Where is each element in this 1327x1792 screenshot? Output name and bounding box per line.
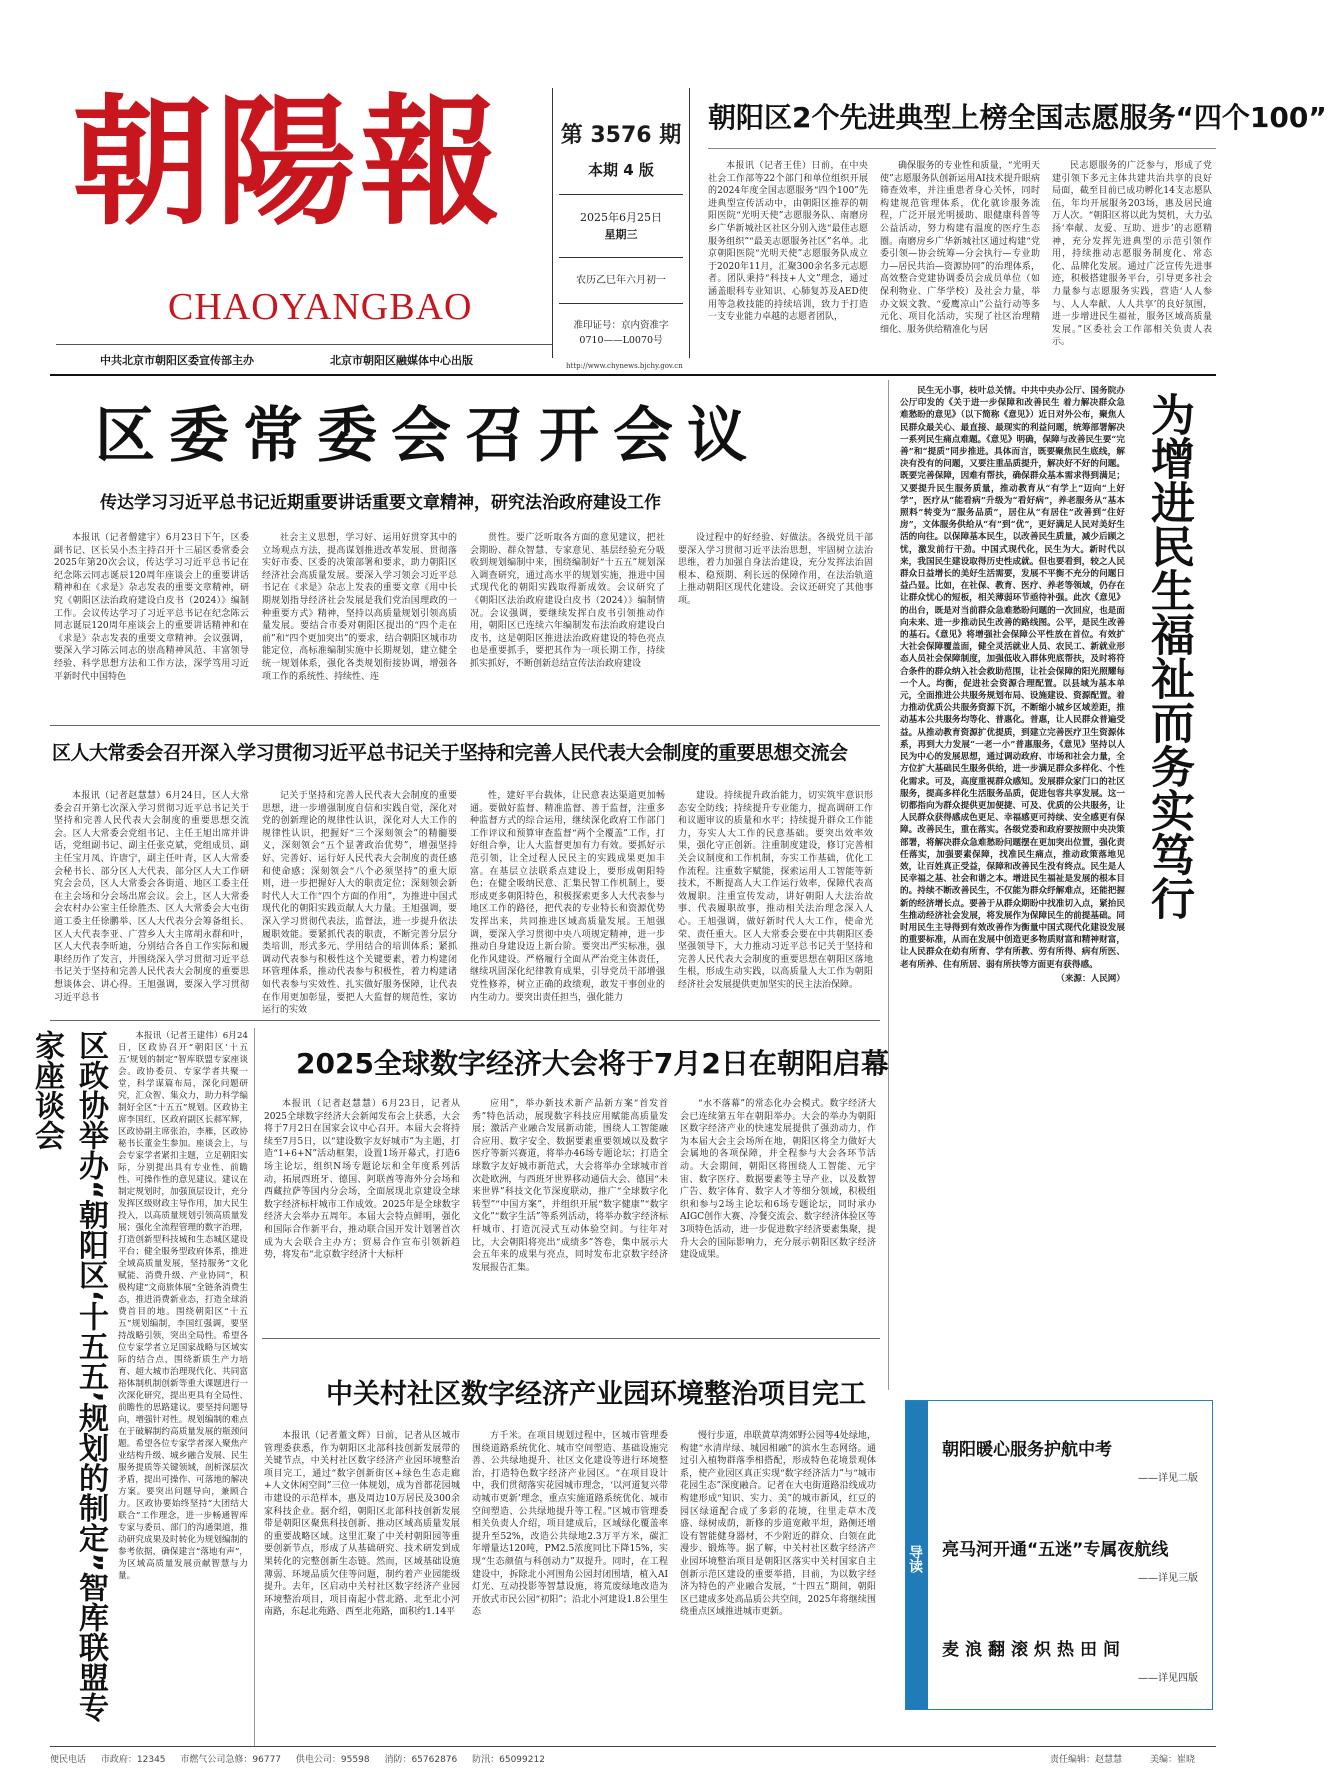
guide-item-2[interactable]: 亮马河开通“五迷”专属夜航线 (942, 1540, 1169, 1560)
sponsor-right: 北京市朝阳区融媒体中心出版 (330, 354, 473, 367)
footer-hotline-flood: 防汛：65099212 (472, 1755, 545, 1765)
digital-economy-col-2: 应用”，举办新技术新产品新方案“首发首秀”特色活动，展现数字科技应用赋能高质量发展；激活产业融合发展新动能，围绕人工智能融合应用、数字安全、数据要素重要领域以及数字医疗等新兴赛道，将举办46场专题论坛；打造全球数字友好城市新范式，大会将举办全球城市首次赴欧洲，与西班牙世界移动通信大会、德国“未来世界”科技文化节深度联动，推广“全球数字化转型”“中国方案”，并组织开展“数字健康”“数字文化”“数字生活”等系列活动，将举办数字经济标杆城市、打造沉浸式互动体验空间。与往年对比，大会朝阳将亮出“成绩多”答卷，集中展示大会五年来的成果与亮点，同时发布北京数字经济发展报告汇集。 (472, 1099, 668, 1273)
headline-col-3: 贯性。要广泛听取各方面的意见建议，把社会期盼、群众智慧、专家意见、基层经验充分吸收到规划编制中来，围绕编制好“十五五”规划深入调查研究，通过高水平的规划实施，推进中国式现代化的朝阳实践取得新成效。会议研究了《朝阳区法治政府建设白皮书（2024）》编制情况。会议强调，要继续发挥白皮书引领推动作用，朝阳区已连续六年编制发布法治政府建设白皮书，这是朝阳区推进法治政府建设的特色亮点也是重要抓手，要把其作为一项长期工作，持续抓实抓好，不断创新总结宣传法治政府建设 (470, 533, 665, 669)
zgc-col-1: 本报讯（记者董文辉）日前，记者从区城市管理委获悉，作为朝阳区北部科技创新发展带的关键节点，中关村社区数字经济产业园环境整治项目完工，通过“数字创新街区+绿色生态走廊+人文休闲空间”三位一体规划，成为首都花园城市建设的示范样本，惠及周边10万居民及300余家科技企业。据介绍，朝阳区北部科技创新发展带是朝阳区聚焦科技创新、推动区域高质量发展的重要战略区域。这里汇聚了中关村朝阳园等重要创新节点，形成了从基础研究、技术研发到成果转化的完整创新生态链。然而，区域基础设施薄弱、环境品质欠佳等问题，制约着产业园能级提升。去年，区启动中关村社区数字经济产业园环境整治项目，项目南起小营北路、北至北小河南路，东起北苑路、西至北苑路，面积约1.14平 (264, 1431, 460, 1618)
headline-col-2: 社会主义思想，学习好、运用好贯穿其中的立场观点方法，提高谋划推进改革发展、贯彻落实好市委、区委的决策部署和要求，助力朝阳区经济社会高质量发展。要深入学习领会习近平总书记在《求是》杂志上发表的重要文章《用中长期规划指导经济社会发展是我们党治国理政的一种重要方式》精神，坚持以高质量规划引领高质量发展。要结合市委对朝阳区提出的“四个走在前”和“四个更加突出”的要求，结合朝阳区城市功能定位，高标准编制实施中长期规划，建立健全统一规划体系，强化各类规划衔接协调，增强各项工作的系统性、持续性、连 (262, 533, 457, 682)
top-story-col-1: 本报讯（记者王佳）日前，在中央社会工作部等22个部门和单位组织开展的2024年度全国志愿服务“四个100”先进典型宣传活动中，由朝阳区推荐的朝阳医院“光明天使”志愿服务队、南磨房乡广华新城社区社区分别入选“最佳志愿服务组织”“最美志愿服务社区”名单。北京朝阳医院“光明天使”志愿服务队成立于2020年11月，汇聚300余名多元志愿者。团队秉持“科技+人文”理念，通过涵盖眼科专业知识、心肺复苏及AED使用等急救技能的持续培训，致力于打造一支专业能力卓越的志愿者团队， (708, 161, 868, 323)
guide-ref-3: ——详见四版 (1138, 1673, 1198, 1684)
issue-lunar: 农历乙巳年六月初一 (576, 275, 666, 286)
commentary-source: （来源：人民网） (1056, 973, 1125, 984)
top-story-col-3: 民志愿服务的广泛参与，形成了党建引领下多元主体共建共治共享的良好局面，截至目前已成功孵化14支志愿队伍，年均开展服务203场，惠及居民逾万人次。“朝阳区将以此为契机，大力弘扬‘奉献、友爱、互助、进步’的志愿精神，充分发挥先进典型的示范引领作用，持续推动志愿服务制度化、常态化、品牌化发展。通过广泛宣传先进事迹，积极搭建服务平台，引导更多社会力量参与志愿服务实践，营造‘人人参与、人人奉献、人人共享’的良好氛围，进一步增进民生福祉，服务区域高质量发展。”区委社会工作部相关负责人表示。 (1052, 161, 1212, 348)
website-url[interactable]: http://www.chynews.bjchy.gov.cn (566, 362, 683, 370)
sponsor-left: 中共北京市朝阳区委宣传部主办 (100, 354, 254, 367)
top-story-title: 朝阳区2个先进典型上榜全国志愿服务“四个100” (708, 101, 1327, 134)
zgc-col-2: 方千米。在项目规划过程中，区城市管理委围绕道路系统优化、城市空间塑造、基础设施完善、公共绿地提升、社区文化建设等进行环境整治，打造特色数字经济产业园区。“在项目设计中，我们贯彻落实花园城市理念，‘以河道复兴带动城市更新’理念，重点实施道路系统优化、城市空间塑造、公共绿地提升等工程。”区城市管理委相关负责人介绍，项目建成后，区域绿化覆盖率提升至52%，改造公共绿地2.3万平方米，碳汇年增量达120吨，PM2.5浓度同比下降15%，实现“生态颜值与科创动力”双提升。同时，在工程建设中，拆除北小河围角公园封闭围墙，植入AI灯光、互动投影等智慧设施，将荒废绿地改造为开放式市民公园“初阳”；沿北小河建设1.8公里生态 (472, 1431, 668, 1618)
issue-license-no: 0710——L0070号 (579, 335, 663, 346)
footer-hotline-gov: 市政府：12345 (100, 1755, 166, 1765)
headline-title: 区委常委会召开会议 (95, 401, 761, 471)
issue-info-box (552, 88, 690, 358)
npc-title: 区人大常委会召开深入学习贯彻习近平总书记关于坚持和完善人民代表大会制度的重要思想交流会 (52, 742, 848, 764)
footer-editor: 责任编辑：赵慧慧 (1050, 1755, 1123, 1765)
npc-col-2: 记关于坚持和完善人民代表大会制度的重要思想，进一步增强制度自信和实践自觉，深化对党的创新理论的规律性认识，深化对人大工作的规律性认识，把握好“三个深刻领会”的精髓要义，深刻领会“五个显著政治优势”，增强坚持好、完善好、运行好人民代表大会制度的责任感和使命感；深刻领会“八个必须坚持”的重大原则，进一步把握好人大的职责定位；深刻领会新时代人大工作“四个方面的作用”，为推进中国式现代化的朝阳实践贡献人大力量。王旭强调，要深入学习贯彻代表法，监督法，进一步提升依法履职效能。要紧抓代表的职责，不断完善分层分类培训，形式多元、学用结合的培训体系；紧抓调动代表参与积极性这个关键要素，着力构建闭环管理体系，推动代表参与积极性，着力构建诸如代表参与实效性、扎实做好服务保障，让代表在作用更加彰显，要把人大监督的规范性，家访运行的实效 (262, 791, 457, 1016)
guide-item-3[interactable]: 麦浪翻滚炽热田间 (942, 1640, 1126, 1660)
issue-number: 第 3576 期 (560, 123, 682, 148)
npc-col-3: 性，建好平台载体，让民意表达渠道更加畅通。要做好监督、精准监督、善于监督，注重多种监督方式的综合运用，继续深化政府工作部门工作评议和预算审查监督“两个全覆盖”工作，打好组合拳，让人大监督更加有力有效。要抓好示范引领，让全过程人民民主的实践成果更加丰富。在基层立法联系点建设上，要形成朝阳特色；在健全吸纳民意、汇集民智工作机制上，要形成更多朝阳特色，积极探索更多人大代表参与地区工作的路径，把代表的专业特长和资源优势发挥出来，共同推进区域高质量发展。王旭强调，要深入学习贯彻中央八项规定精神，进一步推动自身建设迈上新台阶。要突出严实标准，强化作风建设。严格履行全面从严治党主体责任，继续巩固深化纪律教育成果，引导党员干部增强党性修养，树立正确的政绩观，敢发干事创业的内生动力。要突出责任担当，强化能力 (470, 791, 665, 1003)
zgc-col-3: 慢行步道，串联黄草湾郊野公园等4处绿地，构建“水清岸绿、城园相融”的滨水生态网络。通过引入植物群落季相搭配，形成特色花境景观体系，使产业园区真正实现“数字经济活力”与“城市花园生态”深度融合。记者在大屯街道路沿线成功构建形成“知识、实力、美”的城市新风，红豆的园区绿道配合成了多彩的花境，往里走草木茂盛、绿树成荫，新修的步道宽敞平坦，路侧还增设有智能健身器材，不少附近的群众、白领在此漫步、锻炼等。据了解，中关村社区数字经济产业园环境整治项目是朝阳区落实中关村国家自主创新示范区建设的重要举措，目前，为以数字经济为特色的产业融合发展，“十四五”期间，朝阳区已建成多处高品质公共空间，2025年将继续围绕重点区域推进城市更新。 (680, 1431, 876, 1618)
footer-hotline-label: 便民电话 (50, 1755, 87, 1765)
commentary-body: 民生无小事，枝叶总关情。中共中央办公厅、国务院办公厅印发的《关于进一步保障和改善民生 着力解决群众急难愁盼的意见》（以下简称《意见》）近日对外公布，聚焦人民群众最关心、最直接、最现实的利益问题，统筹部署解决一系列民生痛点难题。《意见》明确，保障与改善民生要“完善”和“提质”同步推进。具体而言，既要聚焦民生底线，解决有没有的问题，又要注重品质提升，解决好不好的问题。既要完善保障，因难有帮扶，确保群众基本需求得到满足；又要提升民生服务质量，推动教育从“有学上”迈向“上好学”，医疗从“能看病”升级为“看好病”，养老服务从“基本照料”转变为“服务品质”，居住从“有居住”改善到“住好房”，文体服务供给从“有”到“优”，更好满足人民对美好生活的向往。以保障基本民生，以改善民生质量，减少后顾之忧，激发前行干劲。中国式现代化，民生为大。新时代以来，我国民生建设取得历史性成就。但也要看到，较之人民群众日益增长的美好生活需要，发展不平衡不充分的问题日益凸显。比如，在社保、教育、医疗、养老等领域，仍存在让群众忧心的短板，相关薄弱环节亟待补强。此次《意见》的出台，既是对当前群众急难愁盼问题的一次回应，也是面向未来、进一步推动民生改善的路线图。公平，是民生改善的基石。《意见》将增强社会保障公平性放在首位。有效扩大社会保障覆盖面，健全灵活就业人员、农民工、新就业形态人员社会保障制度，加强低收入群体兜底帮扶，及时将符合条件的群众纳入社会救助范围，让社会保障的阳光照耀每一个人。均衡，促进社会资源合理配置。以县域为基本单元，全面推进公共服务规划布局、设施建设、资源配置。着力推动优质公共服务资源下沉，不断缩小城乡区域差距，推动基本公共服务均等化、普惠化。普惠，让人民群众普遍受益。从推动教育资源扩优提质，到建立完善医疗卫生资源体系，再到大力发展“一老一小”普惠服务，《意见》坚持以人民为中心的发展思想，通过调动政府、市场和社会力量，全方位扩大基础民生服务供给，进一步满足群众多样化、个性化需求。可及，高度重视群众感知。发展群众家门口的社区服务，提高多样化生活服务品质，促进包容共享发展。这一切都指向为群众提供更加便捷、可及、优质的公共服务，让人民群众获得感成色更足、幸福感更可持续、安全感更有保障。改善民生，重在落实。各级党委和政府要按照中央决策部署，将解决群众急难愁盼问题摆在更加突出位置，强化责任落实，加强要素保障，找准民生痛点，推动政策落地见效，让百姓真正受益，保障和改善民生没有终点。民生是人民幸福之基、社会和谐之本。增进民生福祉是发展的根本目的。持续不断改善民生，不仅能为群众纾解难点，还能把握新的经济增长点。要善于从群众期盼中找准切入点，紧抬民生推动经济社会发展，将发展作为保障民生的前提基础。同时用民生主导得到有效改善作为衡量中国式现代化建设发展的重要标准，从而在发展中创造更多物质财富和精神财富，让人民群众在幼有所育、学有所教、劳有所得、病有所医、老有所养、住有所居、弱有所扶等方面更有获得感。 （来源：人民网） (900, 386, 1125, 984)
commentary-title: 为增进民生福祉而务实笃行 (1143, 392, 1194, 920)
issue-license: 准印证号：京内资准字 (573, 320, 669, 331)
issue-date: 2025年6月25日 (580, 211, 662, 224)
zgc-title: 中关村社区数字经济产业园环境整治项目完工 (326, 1379, 866, 1410)
footer-hotline-gas: 市燃气公司急修：96777 (180, 1755, 282, 1765)
npc-col-4: 建设。持续提升政治能力，切实筑牢意识形态安全防线；持续提升专业能力，提高调研工作和议题审议的质量和水平；持续提升群众工作能力，夯实人大工作的民意基础。要突出效率效果，强化守正创新。注重制度建设，修订完善相关会议制度和工作机制，夯实工作基础，优化工作流程。注重数字赋能，探索运用人工智能等新技术，不断提高人大工作运行效率，保障代表高效履职。注重宣传发动，讲好朝阳人大法治故事、代表履职故事，推动相关法治理念深入人心。王旭强调，做好新时代人大工作，使命光荣、责任重大。区人大常委会要在中共朝阳区委坚强领导下，大力推动习近平总书记关于坚持和完善人民代表大会制度的重要思想在朝阳区落地生根，形成生动实践，以高质量人大工作为朝阳经济社会发展提供更加坚实的民主法治保障。 (678, 791, 873, 990)
footer-hotline-power: 供电公司：95598 (295, 1755, 370, 1765)
headline-col-1: 本报讯（记者僧建宇）6月23日下午，区委副书记、区长吴小杰主持召开十三届区委常委会2025年第20次会议，传达学习习近平总书记在纪念陈云同志诞辰120周年座谈会上的重要讲话精神和在《求是》杂志发表的重要文章精神，研究《朝阳区法治政府建设白皮书（2024）》编制工作。会议传达学习了习近平总书记在纪念陈云同志诞辰120周年座谈会上的重要讲话精神和在《求是》杂志发表的重要文章精神。会议强调，要深入学习陈云同志的崇高精神风范、丰富领导经验、科学思想方法和工作方法，深学笃用习近平新时代中国特色 (54, 533, 249, 682)
masthead-pinyin: CHAOYANGBAO (168, 286, 473, 328)
masthead-title: 朝陽報 (72, 81, 505, 245)
headline-col-4: 设过程中的好经验、好做法。各级党员干部要深入学习贯彻习近平法治思想，牢固树立法治思维，着力加强自身法治建设，充分发挥法治固根本、稳预期、利长远的保障作用，在法治轨道上推动朝阳区现代化建设。会议还研究了其他事项。 (678, 533, 873, 606)
top-story-col-2: 确保服务的专业性和质量，“光明天使”志愿服务队创新运用AI技术提升眼病筛查效率，并注重患者身心关怀，同时构建规范管理体系，优化就诊服务流程，广泛开展光明援助、眼健康科普等公益活动，努力构建有温度的医疗生态圈。南磨房乡广华新城社区通过构建“党委引领—协会统筹—分会执行—专业助力—居民共治—资源协同”的治理体系，高效整合党建协调委员会成员单位（如保利物业、广华学校）及社会力量，举办文娱文教、“爱鹰凉山”公益行动等多元化、项目化活动，实现了社区治理精细化、服务供给精准化与居 (880, 161, 1040, 335)
digital-economy-title: 2025全球数字经济大会将于7月2日在朝阳启幕 (296, 1047, 889, 1080)
cppcc-title: 区政协举办“朝阳区‘十五五’规划的制定”智库联盟专家座谈会 (29, 1030, 108, 1723)
cppcc-body: 本报讯（记者王建伟）6月24日，区政协召开“朝阳区‘十五五’规划的制定”智库联盟专家座谈会。政协委员、专家学者共聚一堂，科学谋篇布局，深化问题研究，汇众智、集众力，助力科学编制好全区“十五五”规划。区政协主席李国红，区政府副区长郝军辉，区政协副主席张治，李雁，区政协秘书长董金生参加。座谈会上，与会专家学者紧扣主题，立足朝阳实际，分别提出具有专业性、前瞻性、可操作性的意见建议。建议在制定规划时，加强顶层设计，充分发挥区级财政主导作用，加大民生投入，以高质量规划引领高质量发展；强化全流程管理的数字治理，打造创新型科技城和生态城区建设平台；健全服务型政府体系，推进全域高质量发展，坚持服务“文化赋能、消费升级、产业协同”，积极构建“文商旅体展”全链条消费生态，推进消费新业态，打造全球消费首目的地。围绕朝阳区“十五五”规划编制，李国红强调，要坚持战略引领，突出全局性。希望各位专家学者立足国家战略与区域实际的结合点，围绕新质生产力培育、超大城市治理现代化、共同富裕体制机制创新等重大课题进行一次深化研究，提出更具有全局性、前瞻性的思路建议。要坚持问题导向，增强针对性。规划编制的难点在于破解制约高质量发展的瓶颈问题。希望各位专家学者深入聚焦产业结构升级、城乡融合发展、民生服务提质等关键领域，剖析深层次矛盾，提出可操作、可落地的解决方案。要突出问题导向，兼顾合力。区政协要始终坚持“大团结大联合”工作理念，进一步畅通智库专家与委员、部门的沟通渠道，推动研究成果及时转化为规划编制的参考依据，确保建言“落地有声”，为区域高质量发展贡献智慧与力量。 (118, 1031, 248, 1581)
guide-item-1[interactable]: 朝阳暖心服务护航中考 (942, 1440, 1112, 1460)
npc-col-1: 本报讯（记者赵慧慧）6月24日，区人大常委会召开第七次深入学习贯彻习近平总书记关于坚持和完善人民代表大会制度的重要思想交流会。区人大常委会党组书记、主任王旭出席并讲话，党组副书记、副主任张克斌，党组成员、副主任宝月凤、许唐宁，副主任叶青，区人大常委会秘书长、部分区人大代表、部分区人大工作研究会会员，区人大常委会各街道、地区工委主任在主会场和分会场出席会议。会上，区人大常委会农村办公室主任徐胜杰、区人大常委会大屯街道工委主任徐鹏举、区人大代表分会筹备组长、区人大代表李亚、广营乡人大主席胡永群和叶，区人大代表李昕迪，分别结合各自工作实际和履职经历作了发言，并围绕深入学习贯彻习近平总书记关于坚持和完善人民代表大会制度的重要思想谈体会、讲心得。王旭强调，要深入学习贯彻习近平总书 (54, 791, 249, 1003)
guide-tab: 导读 (906, 1401, 928, 1709)
digital-economy-col-3: “水不落幕”的常态化办会模式。数字经济大会已连续第五年在朝阳举办。大会的举办为朝阳区数字经济产业的快速发展提供了强劲动力，作为本届大会主会场所在地，朝阳区将全力做好大会属地的各项保障，并全程参与大会各环节活动。大会期间，朝阳区将围绕人工智能、元宇宙、数字医疗、数据要素等主导产业，以及数智广告、数字体育、数字人才等细分领域，积极组织和参与2场主论坛和6场专题论坛，同时承办AIGC创作大赛、冷餐交流会、数字经济体验区等3项特色活动，进一步促进数字经济要素集聚，提升大会的国际影响力，充分展示朝阳区数字经济建设成果。 (680, 1099, 876, 1261)
guide-ref-2: ——详见三版 (1138, 1573, 1198, 1584)
guide-box (905, 1400, 1213, 1710)
footer-designer: 美编：崔晓 (1150, 1755, 1196, 1765)
issue-edition: 本期 4 版 (588, 161, 654, 179)
footer (50, 1752, 1210, 1765)
digital-economy-col-1: 本报讯（记者赵慧慧）6月23日，记者从2025全球数字经济大会新闻发布会上获悉，大会将于7月2日在国家会议中心召开。本届大会将持续至7月5日，以“建设数字友好城市”为主题，打造“1+6+N”活动框架，设置1场开幕式，打造6场主论坛，组织N场专题论坛和全年度系列活动，拓展西班牙、德国、阿联酋等海外分会场和西藏拉萨等国内分会场，全面展现北京建设全球数字经济标杆城市工作成效。2025年是全球数字经济大会举办五周年。本届大会特点鲜明，强化和国际合作新平台，推动联合国开发计划署首次成为大会联合主办方；贸易合作宣布引领新趋势，将发布“北京数字经济十大标杆 (264, 1099, 460, 1261)
headline-subtitle: 传达学习习近平总书记近期重要讲话重要文章精神，研究法治政府建设工作 (100, 493, 661, 513)
footer-hotline-fire: 消防：65762876 (384, 1755, 458, 1765)
issue-weekday: 星期三 (604, 228, 638, 241)
guide-ref-1: ——详见二版 (1138, 1473, 1198, 1484)
